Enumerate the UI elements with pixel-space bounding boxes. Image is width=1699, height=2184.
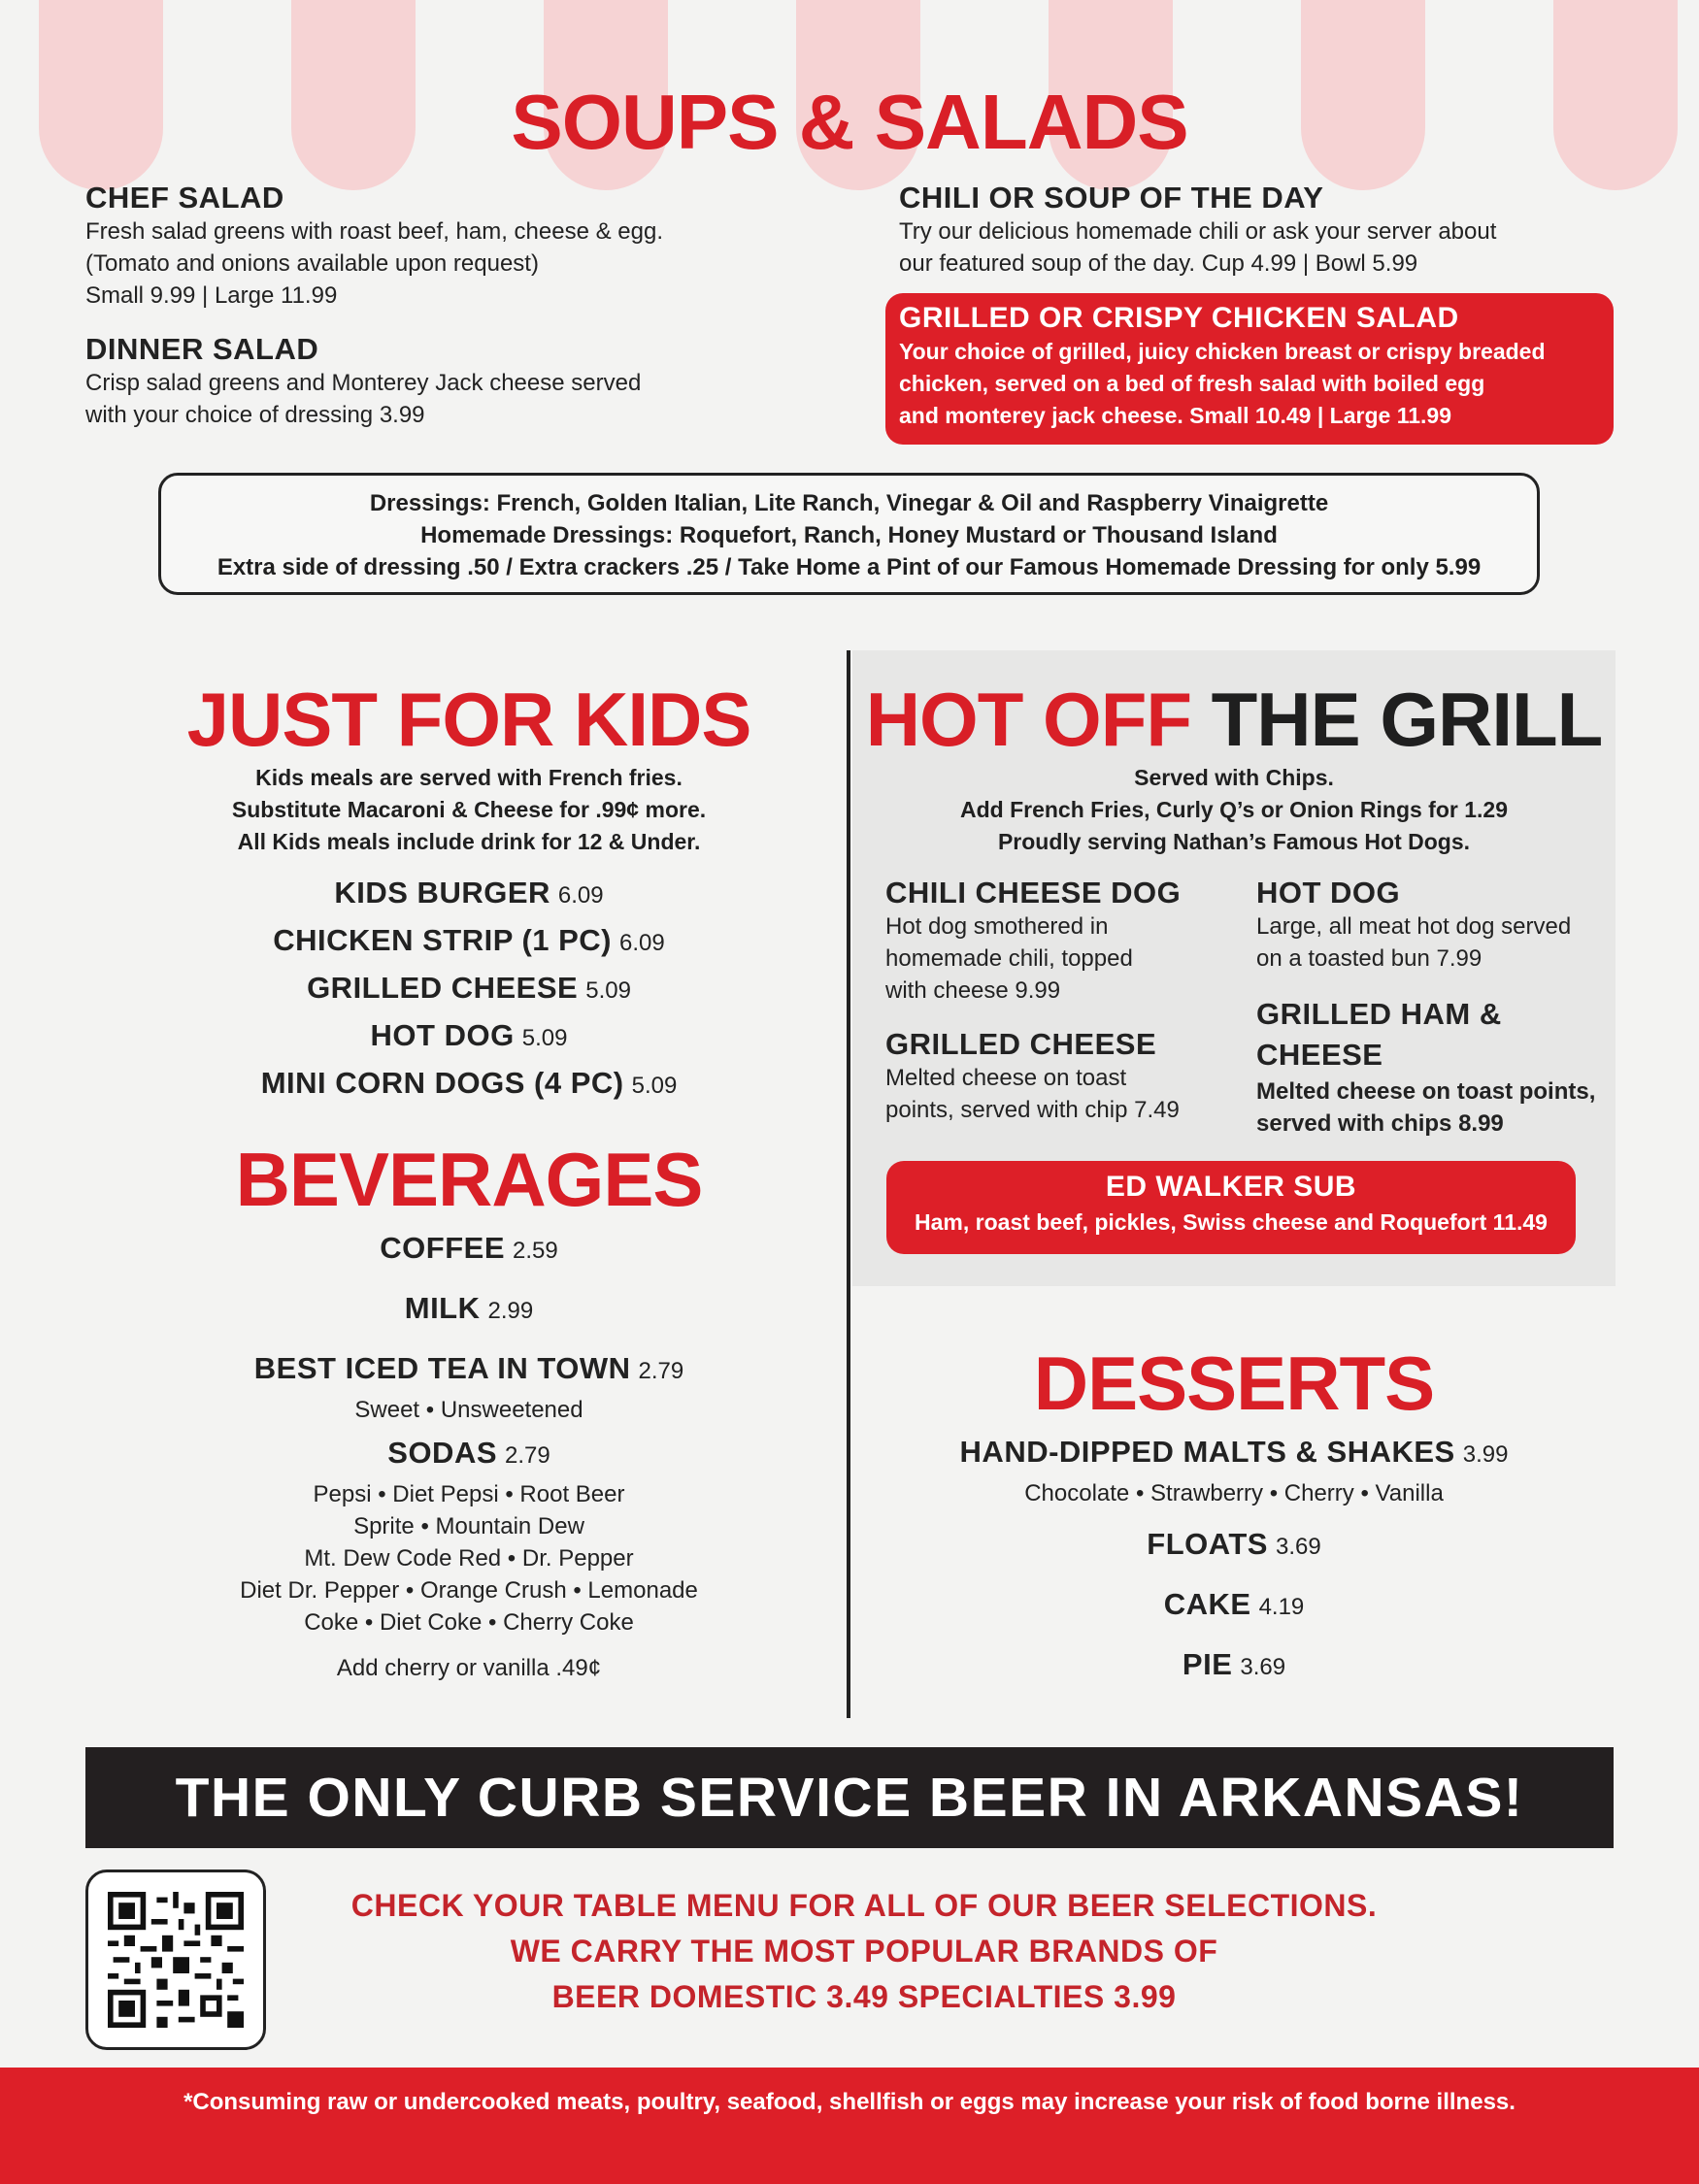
beer-line: CHECK YOUR TABLE MENU FOR ALL OF OUR BEER SELECTIONS. xyxy=(350,1888,1378,1923)
chili-dog-desc: with cheese 9.99 xyxy=(885,977,1061,1004)
grill-intro-2: Add French Fries, Curly Q’s or Onion Rings for 1.29 xyxy=(959,797,1509,822)
dessert-name: HAND-DIPPED MALTS & SHAKES xyxy=(959,1435,1455,1469)
ham-cheese-desc: served with chips 8.99 xyxy=(1256,1110,1504,1137)
malt-flavors: Chocolate • Strawberry • Cherry • Vanilla xyxy=(1024,1480,1444,1506)
hot-dog-desc: Large, all meat hot dog served xyxy=(1256,913,1572,940)
tea-options: Sweet • Unsweetened xyxy=(354,1397,583,1423)
soda-line: Coke • Diet Coke • Cherry Coke xyxy=(304,1609,634,1636)
beverage-price: 2.79 xyxy=(638,1358,684,1384)
beverage-price: 2.59 xyxy=(513,1238,558,1264)
chef-salad xyxy=(85,181,746,312)
kids-item-price: 5.09 xyxy=(521,1025,568,1051)
chicken-salad-desc-1: Your choice of grilled, juicy chicken breast or crispy breaded xyxy=(899,339,1546,364)
beer-info xyxy=(291,1883,1437,2020)
chili-soup xyxy=(899,181,1617,280)
desserts-title: DESSERTS xyxy=(1033,1340,1435,1426)
beer-prices: BEER DOMESTIC 3.49 SPECIALTIES 3.99 xyxy=(551,1979,1177,2014)
grill-intro-1: Served with Chips. xyxy=(1134,765,1334,790)
ed-walker-sub-box xyxy=(886,1161,1576,1254)
chef-salad-desc-2: (Tomato and onions available upon request) xyxy=(85,250,539,277)
dinner-salad-name: DINNER SALAD xyxy=(85,332,319,366)
kids-intro-2: Substitute Macaroni & Cheese for .99¢ more. xyxy=(231,797,707,822)
dessert-price: 3.69 xyxy=(1275,1534,1321,1560)
dinner-salad-desc-2: with your choice of dressing 3.99 xyxy=(85,402,425,428)
beverages-title: BEVERAGES xyxy=(235,1137,703,1222)
footer-disclaimer: *Consuming raw or undercooked meats, poultry, seafood, shellfish or eggs may increase your risk of food borne illness. xyxy=(183,2089,1516,2115)
beverage-coffee xyxy=(85,1229,852,1274)
beverage-sodas xyxy=(85,1434,852,1478)
grilled-cheese xyxy=(885,1027,1245,1126)
kids-item xyxy=(85,967,852,1014)
grill-title xyxy=(852,676,1616,764)
desserts-section xyxy=(852,1433,1616,1690)
kids-item xyxy=(85,872,852,919)
dressings-box xyxy=(158,473,1540,595)
ham-cheese-name: CHEESE xyxy=(1256,1038,1383,1072)
grilled-cheese-desc: points, served with chip 7.49 xyxy=(885,1097,1180,1123)
grilled-ham-cheese xyxy=(1256,994,1616,1140)
chili-dog-name: CHILI CHEESE DOG xyxy=(885,876,1182,910)
beverage-addon: Add cherry or vanilla .49¢ xyxy=(336,1655,602,1681)
chicken-salad-desc-2: chicken, served on a bed of fresh salad with boiled egg xyxy=(899,371,1485,396)
beverage-name: SODAS xyxy=(387,1436,498,1470)
soda-line: Mt. Dew Code Red • Dr. Pepper xyxy=(304,1545,634,1572)
hot-dog xyxy=(1256,876,1616,975)
grill-intro xyxy=(852,762,1616,858)
homemade-dressings-line: Homemade Dressings: Roquefort, Ranch, Honey Mustard or Thousand Island xyxy=(420,522,1278,548)
kids-item-name: KIDS BURGER xyxy=(334,876,550,910)
chef-salad-price: Small 9.99 | Large 11.99 xyxy=(85,282,338,309)
chicken-salad-name: GRILLED OR CRISPY CHICKEN SALAD xyxy=(899,302,1459,334)
chili-cheese-dog xyxy=(885,876,1245,1007)
kids-item-price: 5.09 xyxy=(631,1073,678,1099)
qr-code-graphic xyxy=(108,1892,244,2028)
grilled-cheese-desc: Melted cheese on toast xyxy=(885,1065,1127,1091)
chef-salad-desc-1: Fresh salad greens with roast beef, ham, cheese & egg. xyxy=(85,218,663,245)
grilled-cheese-name: GRILLED CHEESE xyxy=(885,1027,1157,1061)
kids-item-price: 5.09 xyxy=(585,977,631,1004)
dressing-extras-line: Extra side of dressing .50 / Extra crackers .25 / Take Home a Pint of our Famous Homemade Dressing for only 5.99 xyxy=(217,554,1482,580)
beverages-section xyxy=(85,1229,852,1684)
qr-code-icon[interactable] xyxy=(85,1870,266,2050)
chef-salad-name: CHEF SALAD xyxy=(85,181,284,215)
chili-soup-name: CHILI OR SOUP OF THE DAY xyxy=(899,181,1324,215)
soda-line: Sprite • Mountain Dew xyxy=(353,1513,584,1539)
beverage-name: BEST ICED TEA IN TOWN xyxy=(253,1351,631,1385)
kids-item xyxy=(85,1062,852,1109)
kids-intro-1: Kids meals are served with French fries. xyxy=(255,765,683,790)
chicken-salad-desc-3: and monterey jack cheese. Small 10.49 | Large 11.99 xyxy=(899,403,1451,428)
curb-service-banner: THE ONLY CURB SERVICE BEER IN ARKANSAS! xyxy=(85,1747,1614,1848)
kids-item-price: 6.09 xyxy=(619,930,665,956)
kids-item-name: CHICKEN STRIP (1 PC) xyxy=(273,923,613,957)
kids-item-name: GRILLED CHEESE xyxy=(307,971,579,1005)
beverage-price: 2.99 xyxy=(487,1298,534,1324)
ham-cheese-name: GRILLED HAM & xyxy=(1256,997,1502,1031)
kids-section xyxy=(85,762,852,1109)
beverage-name: COFFEE xyxy=(380,1231,505,1265)
hot-dog-name: HOT DOG xyxy=(1256,876,1401,910)
dressings-line: Dressings: French, Golden Italian, Lite Ranch, Vinegar & Oil and Raspberry Vinaigrette xyxy=(369,490,1329,516)
beverage-tea xyxy=(85,1349,852,1394)
beer-line: WE CARRY THE MOST POPULAR BRANDS OF xyxy=(510,1934,1218,1969)
dessert-pie xyxy=(852,1645,1616,1690)
beverage-price: 2.79 xyxy=(505,1442,550,1469)
grill-title-black: THE GRILL xyxy=(1211,677,1603,762)
chili-soup-desc-2: our featured soup of the day. Cup 4.99 | Bowl 5.99 xyxy=(899,250,1418,277)
kids-item xyxy=(85,919,852,967)
food-safety-footer xyxy=(0,2068,1699,2184)
ed-walker-name: ED WALKER SUB xyxy=(1105,1171,1357,1203)
chili-dog-desc: homemade chili, topped xyxy=(885,945,1133,972)
soda-line: Diet Dr. Pepper • Orange Crush • Lemonade xyxy=(240,1577,698,1604)
ham-cheese-desc: Melted cheese on toast points, xyxy=(1256,1078,1596,1105)
dessert-price: 4.19 xyxy=(1258,1594,1305,1620)
soda-line: Pepsi • Diet Pepsi • Root Beer xyxy=(313,1481,625,1507)
kids-item-name: HOT DOG xyxy=(370,1018,515,1052)
soups-salads-title: SOUPS & SALADS xyxy=(511,79,1188,165)
ed-walker-desc: Ham, roast beef, pickles, Swiss cheese and Roquefort 11.49 xyxy=(915,1209,1548,1235)
grill-intro-3: Proudly serving Nathan’s Famous Hot Dogs. xyxy=(997,829,1471,854)
dessert-name: CAKE xyxy=(1163,1587,1251,1621)
dessert-name: PIE xyxy=(1182,1647,1233,1681)
kids-item-name: MINI CORN DOGS (4 PC) xyxy=(260,1066,624,1100)
beverage-name: MILK xyxy=(404,1291,481,1325)
chicken-salad-box xyxy=(885,293,1614,445)
dessert-cake xyxy=(852,1585,1616,1630)
dessert-price: 3.99 xyxy=(1462,1441,1509,1468)
kids-item-price: 6.09 xyxy=(557,882,604,909)
chili-dog-desc: Hot dog smothered in xyxy=(885,913,1109,940)
kids-item xyxy=(85,1014,852,1062)
kids-intro-3: All Kids meals include drink for 12 & Under. xyxy=(237,829,701,854)
chili-soup-desc-1: Try our delicious homemade chili or ask your server about xyxy=(899,218,1497,245)
kids-title: JUST FOR KIDS xyxy=(186,677,751,762)
dinner-salad-desc-1: Crisp salad greens and Monterey Jack cheese served xyxy=(85,370,642,396)
dessert-floats xyxy=(852,1525,1616,1570)
beverage-milk xyxy=(85,1289,852,1334)
dessert-price: 3.69 xyxy=(1240,1654,1286,1680)
dessert-malts xyxy=(852,1433,1616,1477)
dinner-salad xyxy=(85,332,746,431)
grill-title-red: HOT OFF xyxy=(865,677,1191,762)
hot-dog-desc: on a toasted bun 7.99 xyxy=(1256,945,1482,972)
dessert-name: FLOATS xyxy=(1147,1527,1268,1561)
